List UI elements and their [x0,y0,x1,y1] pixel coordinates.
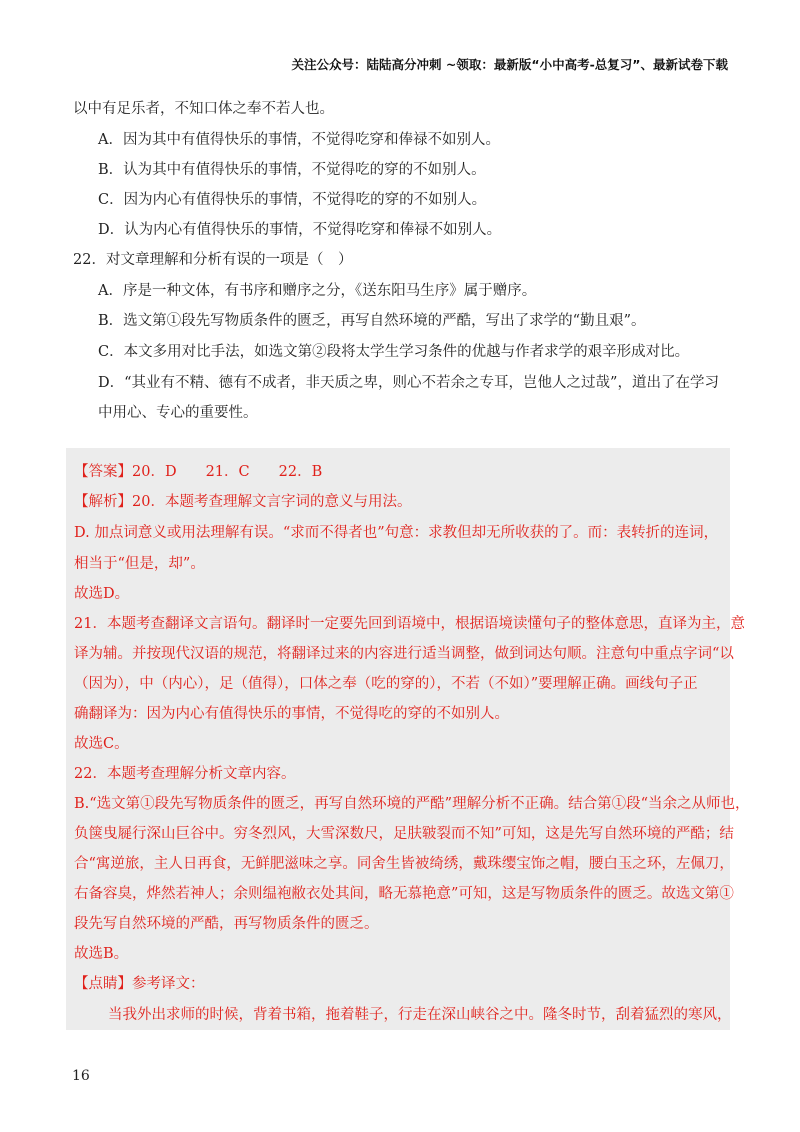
page-number: 16 [72,1068,90,1084]
answer-tag: 【答案】 [74,464,132,480]
question-21-text: 以中有足乐者，不知口体之奉不若人也。 [73,101,334,117]
translation-line-1: 当我外出求师的时候，背着书箱，拖着鞋子，行走在深山峡谷之中。隆冬时节，刮着猛烈的寒风， [108,1007,732,1023]
analysis-22-line-2: B.“选文第①段先写物质条件的匮乏，再写自然环境的严酷”理解分析不正确。结合第①段“当余之从师也， [74,796,750,812]
analysis-21-line-4: 确翻译为：因为内心有值得快乐的事情，不觉得吃的穿的不如别人。 [74,706,509,722]
analysis-tag: 【解析】 [74,494,132,510]
comment-line [74,972,205,993]
analysis-22-line-1: 22．本题考查理解分析文章内容。 [74,766,296,782]
analysis-intro: 20．本题考查理解文言字词的意义与用法。 [132,494,412,510]
analysis-line [74,490,411,511]
analysis-22-line-5: 右备容臭，烨然若神人；余则缊袍敝衣处其间，略无慕艳意”可知，这是写物质条件的匮乏。故选文第① [74,886,734,902]
option-c: C．因为内心有值得快乐的事情，不觉得吃的穿的不如别人。 [98,192,487,208]
question-22-stem: 22．对文章理解和分析有误的一项是（ ） [73,252,353,268]
analysis-20-line-3: 故选D。 [74,586,130,602]
answer-text: 20．D 21．C 22．B [132,464,323,480]
analysis-21-line-5: 故选C。 [74,736,129,752]
comment-text: 参考译文： [132,976,205,992]
analysis-22-line-4: 合“寓逆旅，主人日再食，无鲜肥滋味之享。同舍生皆被绮绣，戴珠缨宝饰之帽，腰白玉之环，左佩刀， [74,856,734,872]
analysis-22-line-3: 负箧曳屣行深山巨谷中。穷冬烈风，大雪深数尺，足肤皲裂而不知”可知，这是先写自然环境的严酷；结 [74,826,734,842]
q22-option-d-cont: 中用心、专心的重要性。 [98,405,258,421]
q22-option-a: A．序是一种文体，有书序和赠序之分，《送东阳马生序》属于赠序。 [98,283,537,299]
analysis-20-line-1: D. 加点词意义或用法理解有误。“求而不得者也”句意：求教但却无所收获的了。而：表转折的连词， [74,525,719,541]
option-a: A．因为其中有值得快乐的事情，不觉得吃穿和俸禄不如别人。 [98,132,500,148]
option-d: D．认为内心有值得快乐的事情，不觉得吃穿和俸禄不如别人。 [98,222,502,238]
analysis-21-line-2: 译为辅。并按现代汉语的规范，将翻译过来的内容进行适当调整，做到词达句顺。注意句中重点字词“以 [74,646,734,662]
comment-tag: 【点睛】 [74,976,132,992]
analysis-20-line-2: 相当于“但是，却”。 [74,556,205,572]
analysis-21-line-3: （因为），中（内心），足（值得），口体之奉（吃的穿的），不若（不如）”要理解正确。画线句子正 [74,676,698,692]
answer-line [74,460,322,481]
analysis-22-line-6: 段先写自然环境的严酷，再写物质条件的匮乏。 [74,916,379,932]
q22-option-d: D．“其业有不精、德有不成者，非天质之卑，则心不若余之专耳，岂他人之过哉”，道出了在学习 [98,375,719,391]
analysis-22-line-7: 故选B。 [74,946,129,962]
page-header: 关注公众号：陆陆高分冲刺 ~领取：最新版“小中高考-总复习”、最新试卷下载 [291,57,728,72]
answer-box [66,448,750,1030]
option-b: B．认为其中有值得快乐的事情，不觉得吃的穿的不如别人。 [98,162,486,178]
q22-option-b: B．选文第①段先写物质条件的匮乏，再写自然环境的严酷，写出了求学的“勤且艰”。 [98,313,646,329]
analysis-21-line-1: 21．本题考查翻译文言语句。翻译时一定要先回到语境中，根据语境读懂句子的整体意思，直译为主，意 [74,616,745,632]
q22-option-c: C．本文多用对比手法，如选文第②段将太学生学习条件的优越与作者求学的艰辛形成对比。 [98,344,690,360]
